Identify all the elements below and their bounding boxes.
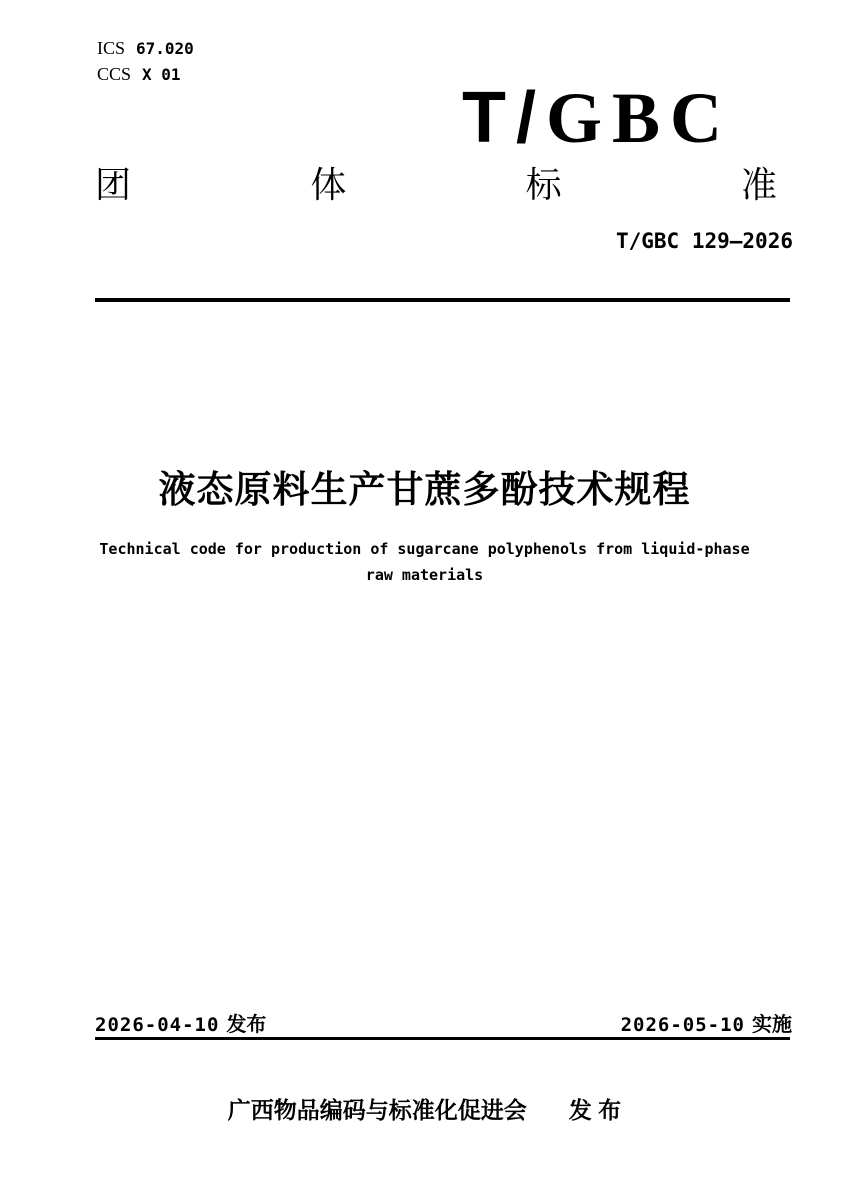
issue-date-group [95,1008,266,1037]
document-title-en-line1: Technical code for production of sugarcane polyphenols from liquid-phase [99,540,750,558]
standard-type-char: 准 [740,164,777,205]
ccs-code [97,62,194,88]
ics-code [97,36,194,62]
standard-number: T/GBC 129—2026 [615,229,793,253]
dates-row [95,1008,792,1037]
publisher-action-label: 发 布 [568,1097,622,1123]
bottom-rule-divider [95,1037,790,1040]
implementation-date: 2026-05-10 [620,1014,745,1036]
publisher-line [76,1092,773,1125]
standard-type-char: 体 [310,164,347,205]
standard-type-label [95,164,777,206]
standard-type-char: 团 [95,164,132,205]
document-title-en-line2: raw materials [365,566,484,584]
publisher-name: 广西物品编码与标准化促进会 [227,1097,527,1123]
ccs-value: X 01 [142,65,181,84]
org-logo-prefix: T/ [462,78,546,158]
implementation-date-label: 实施 [752,1014,792,1036]
ics-value: 67.020 [136,39,194,58]
org-logo-suffix: GBC [545,78,733,158]
implementation-date-group [621,1008,792,1037]
classification-codes [97,36,194,88]
issue-date-label: 发布 [226,1014,267,1036]
ics-label: ICS [97,38,126,58]
document-title-en [76,536,773,588]
standard-type-char: 标 [525,164,562,205]
issue-date: 2026-04-10 [95,1014,220,1036]
top-rule-divider [95,298,790,302]
document-title-cn: 液态原料生产甘蔗多酚技术规程 [158,469,691,510]
ccs-label: CCS [97,64,132,84]
org-logo [462,78,733,158]
